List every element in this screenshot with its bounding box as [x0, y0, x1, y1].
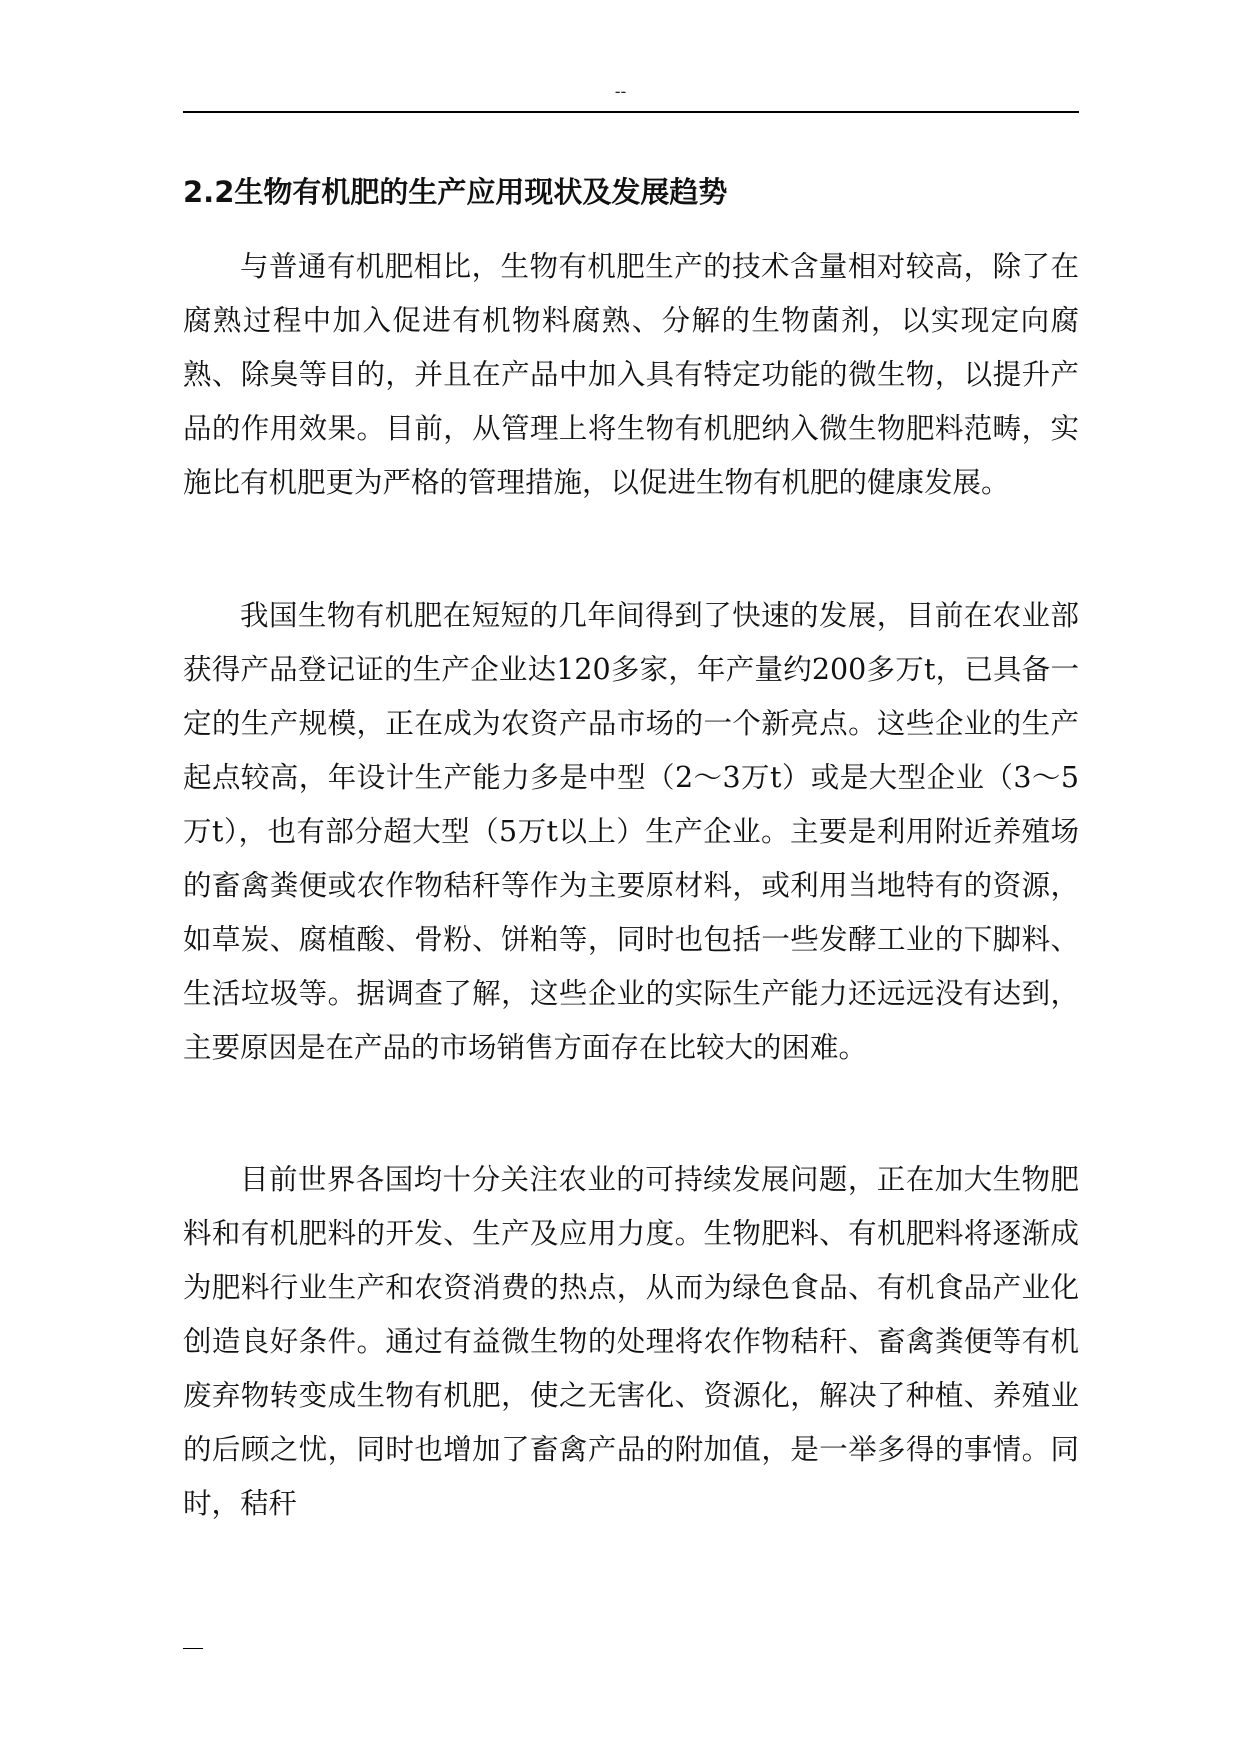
header-divider [183, 111, 1079, 113]
paragraph-2: 我国生物有机肥在短短的几年间得到了快速的发展，目前在农业部获得产品登记证的生产企业达120多家，年产量约200多万t，已具备一定的生产规模，正在成为农资产品市场的一个新亮点。这些企业的生产起点较高，年设计生产能力多是中型（2～3万t）或是大型企业（3～5万t），也有部分超大型（5万t以上）生产企业。主要是利用附近养殖场的畜禽粪便或农作物秸秆等作为主要原材料，或利用当地特有的资源，如草炭、腐植酸、骨粉、饼粕等，同时也包括一些发酵工业的下脚料、生活垃圾等。据调查了解，这些企业的实际生产能力还远远没有达到，主要原因是在产品的市场销售方面存在比较大的困难。 [183, 599, 1079, 1064]
page-header-mark: -- [614, 82, 627, 101]
footer-divider [183, 1648, 203, 1649]
paragraph-1: 与普通有机肥相比，生物有机肥生产的技术含量相对较高，除了在腐熟过程中加入促进有机物料腐熟、分解的生物菌剂，以实现定向腐熟、除臭等目的，并且在产品中加入具有特定功能的微生物，以提升产品的作用效果。目前，从管理上将生物有机肥纳入微生物肥料范畴，实施比有机肥更为严格的管理措施，以促进生物有机肥的健康发展。 [183, 250, 1079, 499]
paragraph-3: 目前世界各国均十分关注农业的可持续发展问题，正在加大生物肥料和有机肥料的开发、生产及应用力度。生物肥料、有机肥料将逐渐成为肥料行业生产和农资消费的热点，从而为绿色食品、有机食品产业化创造良好条件。通过有益微生物的处理将农作物秸秆、畜禽粪便等有机废弃物转变成生物有机肥，使之无害化、资源化，解决了种植、养殖业的后顾之忧，同时也增加了畜禽产品的附加值，是一举多得的事情。同时，秸秆 [183, 1163, 1079, 1520]
section-heading: 2.2生物有机肥的生产应用现状及发展趋势 [183, 175, 728, 209]
